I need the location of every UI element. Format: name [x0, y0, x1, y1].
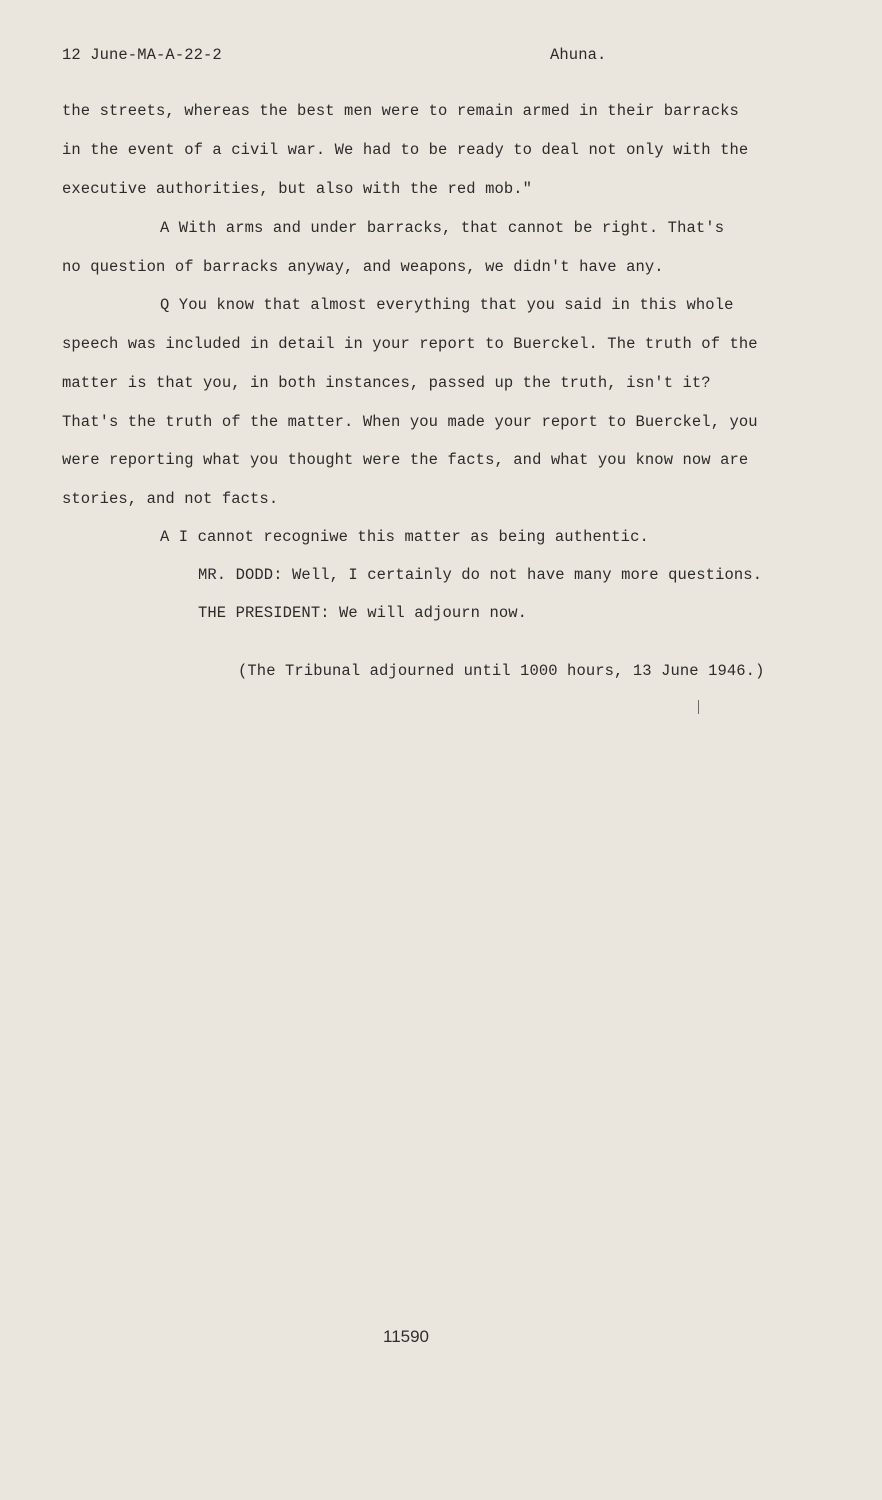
header-reference: 12 June-MA-A-22-2	[62, 46, 222, 64]
adjournment-note: (The Tribunal adjourned until 1000 hours, 13 June 1946.)	[238, 662, 765, 680]
transcript-line: no question of barracks anyway, and weapons, we didn't have any.	[62, 258, 664, 276]
transcript-line: were reporting what you thought were the facts, and what you know now are	[62, 451, 749, 469]
speaker-line-president: THE PRESIDENT: We will adjourn now.	[198, 604, 528, 622]
transcript-line: matter is that you, in both instances, passed up the truth, isn't it?	[62, 374, 711, 392]
question-line: Q You know that almost everything that you said in this whole	[160, 296, 734, 314]
transcript-line: That's the truth of the matter. When you made your report to Buerckel, you	[62, 413, 758, 431]
page-number: 11590	[383, 1327, 430, 1346]
answer-line: A I cannot recogniwe this matter as being authentic.	[160, 528, 649, 546]
speaker-line-dodd: MR. DODD: Well, I certainly do not have many more questions.	[198, 566, 763, 584]
transcript-line: speech was included in detail in your report to Buerckel. The truth of the	[62, 335, 758, 353]
transcript-line: stories, and not facts.	[62, 490, 279, 508]
transcript-line: the streets, whereas the best men were to remain armed in their barracks	[62, 102, 739, 120]
stray-pencil-mark	[698, 700, 699, 714]
transcript-line: in the event of a civil war. We had to be ready to deal not only with the	[62, 141, 749, 159]
answer-line: A With arms and under barracks, that cannot be right. That's	[160, 219, 725, 237]
transcript-line: executive authorities, but also with the red mob."	[62, 180, 533, 198]
header-witness-name: Ahuna.	[550, 46, 607, 64]
